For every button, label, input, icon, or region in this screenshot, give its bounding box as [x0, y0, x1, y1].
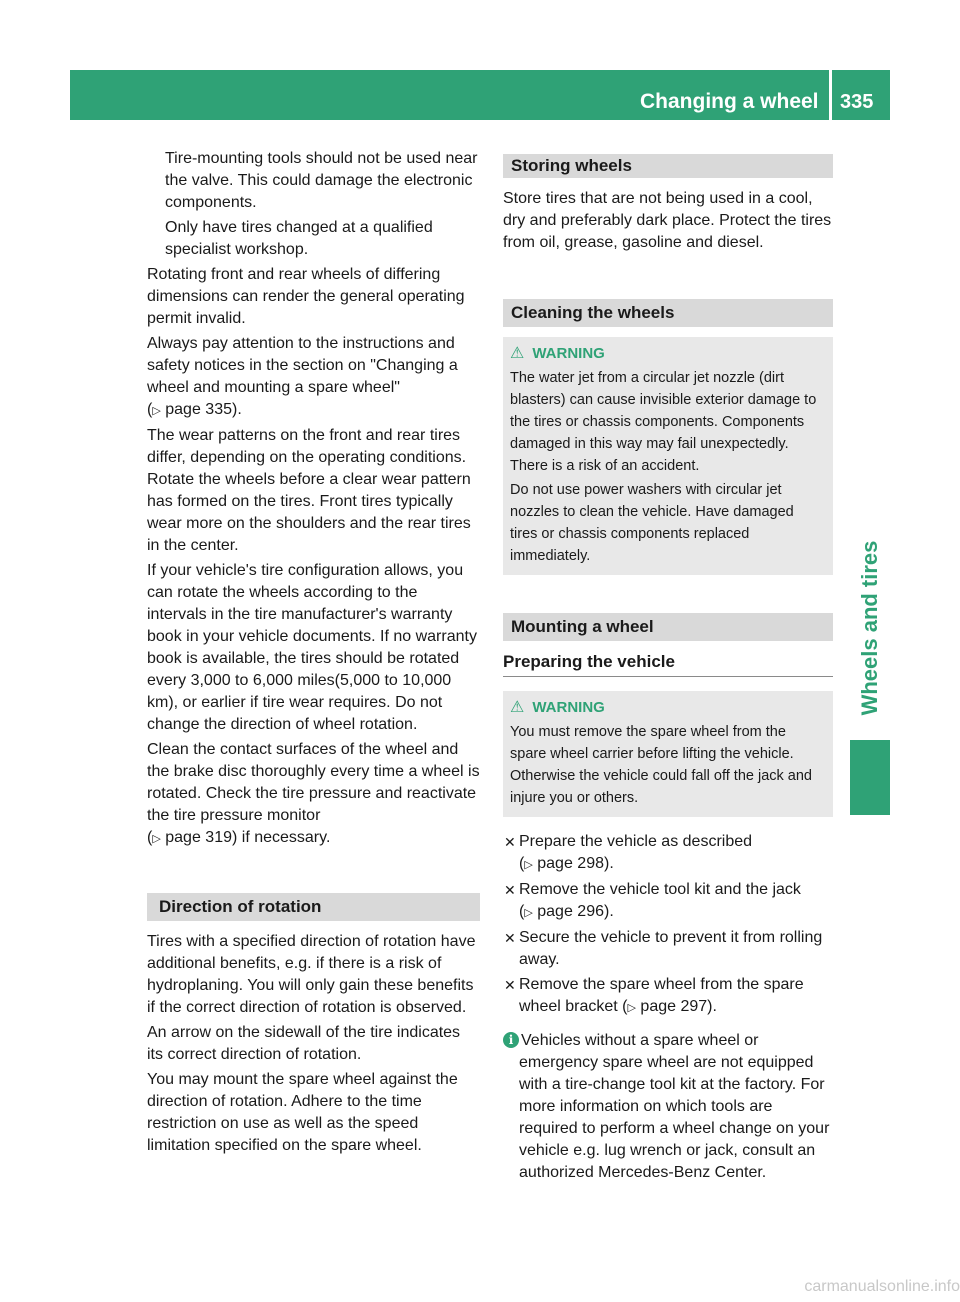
info-text: Vehicles without a spare wheel or emergency spare wheel are not equipped with a tire-change tool kit at the factory. For more information on which tools are required to perform a wheel change on your vehicle e.g. lug wrench or jack, consult an authorized Mercedes-Benz Center.	[519, 1032, 830, 1181]
instruction-step	[503, 927, 833, 971]
page-ref-link[interactable]: page 296).	[537, 903, 614, 920]
header-divider	[829, 70, 832, 120]
section-heading: Cleaning the wheels	[503, 299, 833, 327]
warning-title	[510, 697, 825, 719]
paragraph: Store tires that are not being used in a cool, dry and preferably dark place. Protect the tires from oil, grease, gasoline and diesel.	[503, 190, 832, 251]
paragraph: Tires with a specified direction of rotation have additional benefits, e.g. if there is a risk of hydroplaning. You will only gain these benefits if the correct direction of rotation is observed.	[147, 933, 476, 1016]
page-ref-icon: ▷	[627, 1002, 636, 1014]
left-column	[147, 148, 480, 1160]
warning-label: WARNING	[532, 699, 605, 716]
info-note	[503, 1030, 833, 1184]
page-ref-link[interactable]: page 335).	[165, 401, 242, 418]
instruction-step: ✕ Remove the vehicle tool kit and the jack (▷ page 296).	[504, 881, 801, 920]
warning-text: You must remove the spare wheel from the spare wheel carrier before lifting the vehicle. Otherwise the vehicle could fall off the jack and injure you or others.	[510, 724, 812, 806]
paragraph: Clean the contact surfaces of the wheel and the brake disc thoroughly every time a wheel is rotated. Check the tire pressure and reactivate the tire pressure monitor (▷ page 319) if necessary.	[147, 741, 480, 846]
warning-icon: ⚠	[510, 699, 525, 716]
paragraph: Only have tires changed at a qualified specialist workshop.	[165, 219, 433, 258]
side-tab[interactable]	[850, 540, 890, 715]
page-ref-icon: ▷	[152, 405, 161, 417]
warning-text: Do not use power washers with circular jet nozzles to clean the vehicle. Have damaged tires or chassis components replaced immediately.	[510, 482, 794, 564]
right-column	[503, 148, 833, 1187]
side-tab-label: Wheels and tires	[857, 540, 882, 715]
page-ref-icon: ▷	[524, 907, 533, 919]
step-marker-icon: ✕	[504, 977, 516, 993]
paragraph: If your vehicle's tire configuration allows, you can rotate the wheels according to the intervals in the tire manufacturer's warranty book in your vehicle documents. If no warranty book is available, the tires should be rotated every 3,000 to 6,000 miles(5,000 to 10,000 km), or earlier if tire wear requires. Do not change the direction of wheel rotation.	[147, 562, 477, 733]
side-tab-marker	[850, 740, 890, 815]
warning-label: WARNING	[532, 345, 605, 362]
warning-icon: ⚠	[510, 345, 525, 362]
paragraph: Tire-mounting tools should not be used near the valve. This could damage the electronic components.	[165, 150, 478, 211]
subheading: Preparing the vehicle	[503, 651, 833, 677]
page-ref-link[interactable]: page 319) if necessary.	[165, 829, 331, 846]
info-icon: i	[503, 1032, 519, 1048]
step-marker-icon: ✕	[504, 930, 516, 946]
step-marker-icon: ✕	[504, 882, 516, 898]
paragraph: Rotating front and rear wheels of differing dimensions can render the general operating permit invalid.	[147, 266, 465, 327]
warning-box	[503, 337, 833, 575]
section-heading: Storing wheels	[503, 154, 833, 178]
paragraph: An arrow on the sidewall of the tire indicates its correct direction of rotation.	[147, 1024, 461, 1063]
step-text: Remove the spare wheel from the spare wheel bracket	[519, 976, 804, 1015]
step-marker-icon: ✕	[504, 834, 516, 850]
step-text: Remove the vehicle tool kit and the jack	[519, 881, 801, 898]
watermark: carmanualsonline.info	[804, 1278, 960, 1295]
paragraph-text: Always pay attention to the instructions and safety notices in the section on "Changing a wheel and mounting a spare wheel"	[147, 335, 458, 396]
page-ref-link[interactable]: page 297).	[640, 998, 717, 1015]
step-text: Prepare the vehicle as described	[519, 833, 753, 850]
paragraph-text: Clean the contact surfaces of the wheel and the brake disc thoroughly every time a wheel is rotated. Check the tire pressure and reactivate the tire pressure monitor	[147, 741, 480, 824]
page-number: 335	[840, 91, 874, 113]
instruction-step: ✕ Remove the spare wheel from the spare wheel bracket (▷ page 297).	[504, 976, 804, 1015]
section-heading: Mounting a wheel	[503, 613, 833, 641]
warning-box	[503, 691, 833, 817]
paragraph: Always pay attention to the instructions and safety notices in the section on "Changing a wheel and mounting a spare wheel" (▷ page 335).	[147, 335, 458, 418]
warning-text: The water jet from a circular jet nozzle (dirt blasters) can cause invisible exterior damage to the tires or chassis components. Components damaged in this way may fail unexpectedly. There is a risk of an accident.	[510, 370, 817, 474]
section-heading: Direction of rotation	[147, 893, 480, 921]
step-text: Secure the vehicle to prevent it from rolling away.	[519, 929, 823, 968]
page-ref-icon: ▷	[152, 833, 161, 845]
page-ref-link[interactable]: page 298).	[537, 855, 614, 872]
paragraph: The wear patterns on the front and rear tires differ, depending on the operating conditions. Rotate the wheels before a clear wear pattern has formed on the tires. Front tires typically wear more on the shoulders and the rear tires in the center.	[147, 427, 471, 554]
paragraph: You may mount the spare wheel against the direction of rotation. Adhere to the time restriction on use as well as the speed limitation specified on the spare wheel.	[147, 1071, 458, 1154]
warning-title	[510, 343, 825, 365]
page-ref-icon: ▷	[524, 859, 533, 871]
instruction-step: ✕ Prepare the vehicle as described (▷ page 298).	[504, 833, 753, 872]
page-title: Changing a wheel	[640, 90, 819, 113]
